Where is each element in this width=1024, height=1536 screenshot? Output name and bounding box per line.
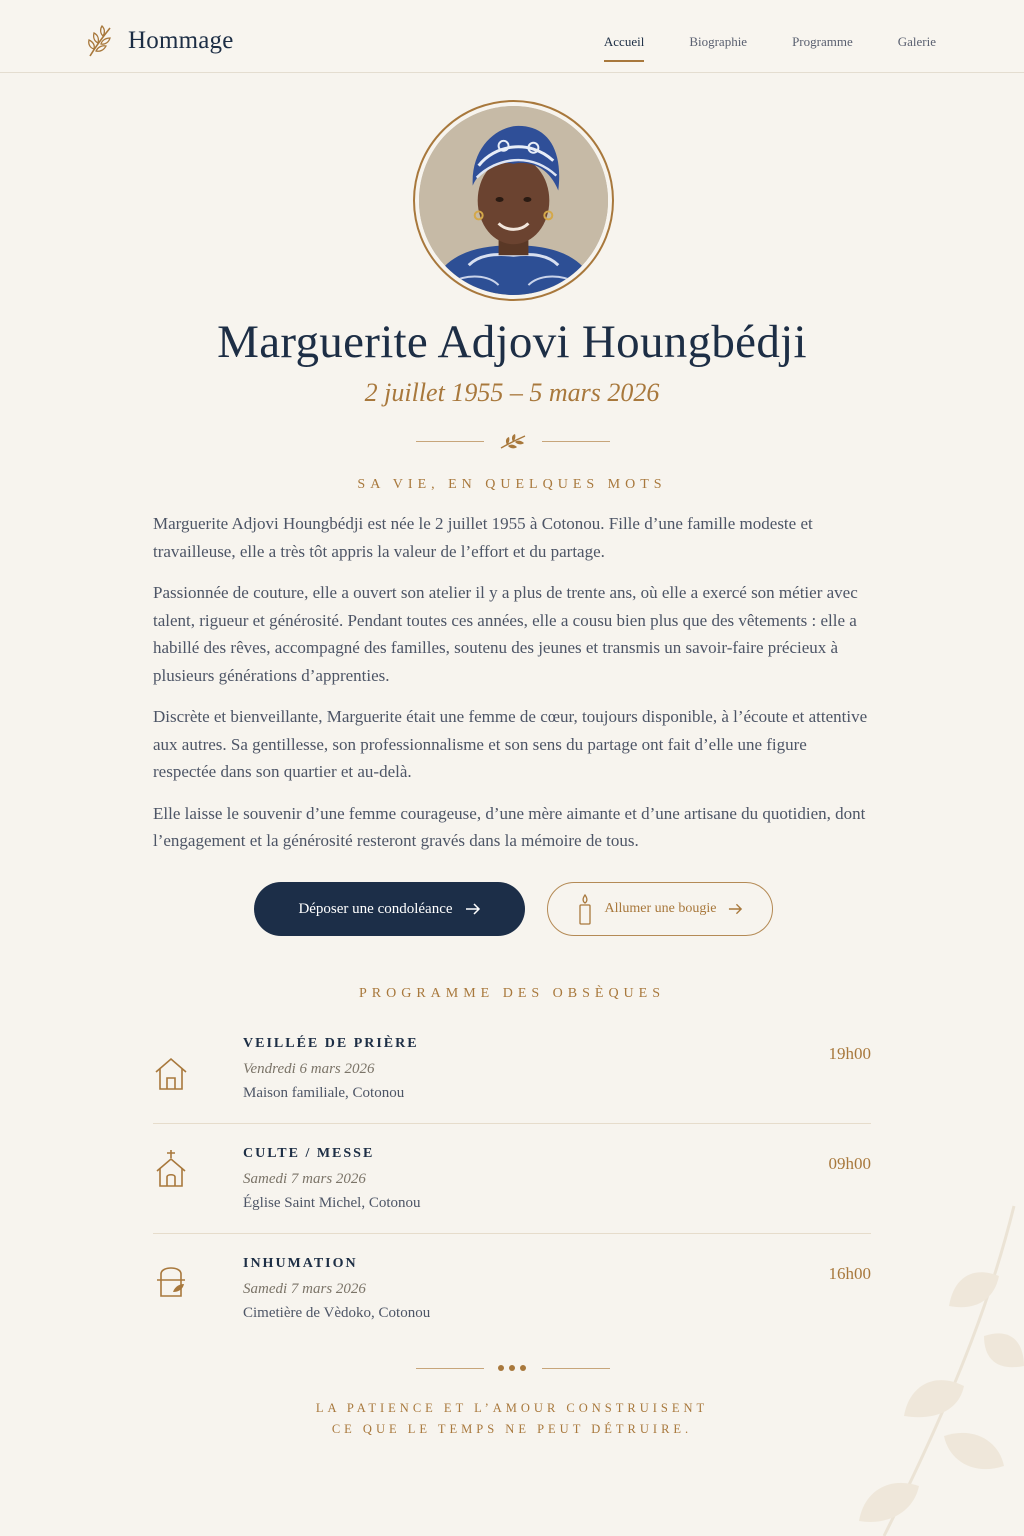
event-time: 09h00 [828,1154,871,1173]
memorial-icon [153,1260,189,1298]
top-nav [0,0,1024,73]
condolence-button-label: Déposer une condoléance [298,900,453,917]
closing-quote-line-1: LA PATIENCE ET L’AMOUR CONSTRUISENT [315,1401,709,1415]
nav-link-galerie[interactable]: Galerie [897,34,936,49]
event-place: Église Saint Michel, Cotonou [243,1195,421,1211]
life-dates: 2 juillet 1955 – 5 mars 2026 [364,378,660,407]
closing-quote-line-2: CE QUE LE TEMPS NE PEUT DÉTRUIRE. [331,1422,693,1436]
light-candle-button[interactable] [547,882,773,936]
arrow-right-icon [728,903,743,915]
event-title: VEILLÉE DE PRIÈRE [243,1036,419,1051]
bio-paragraph: Passionnée de couture, elle a ouvert son atelier il y a plus de trente ans, où elle a exercé son métier avec talent, rigueur et générosité. Pendant toutes ces années, elle a cousu bien plus que des vêtements : elle a habillé des rêves, accompagné des familles, soutenu des jeunes et transmis un savoir-faire précieux à plusieurs générations d’apprenties. [153,583,858,685]
event-date: Vendredi 6 mars 2026 [243,1061,375,1077]
light-candle-button-label: Allumer une bougie [604,901,717,916]
event-place: Maison familiale, Cotonou [243,1085,405,1101]
person-name: Marguerite Adjovi Houngbédji [217,316,807,368]
nav-links [559,0,936,73]
candle-icon [577,893,593,925]
brand[interactable] [86,24,234,58]
nav-link-programme[interactable]: Programme [792,34,853,49]
event-place: Cimetière de Vèdoko, Cotonou [243,1305,431,1321]
arrow-right-icon [465,903,481,915]
event-separator [153,1233,871,1234]
ornament-divider [416,432,610,452]
biography [153,510,873,869]
church-icon [153,1148,189,1188]
event-item [153,1036,871,1146]
nav-link-biographie[interactable]: Biographie [689,34,748,49]
laurel-leaf-icon [86,24,114,58]
nav-link-accueil[interactable]: Accueil [604,0,644,73]
bio-paragraph: Elle laisse le souvenir d’une femme courageuse, d’une mère aimante et d’une artisane du quotidien, dont l’engagement et la générosité resteront gravés dans la mémoire de tous. [153,803,866,850]
condolence-button[interactable] [254,882,525,936]
event-date: Samedi 7 mars 2026 [243,1171,366,1187]
event-time: 19h00 [828,1044,871,1063]
bio-paragraph: Discrète et bienveillante, Marguerite était une femme de cœur, toujours disponible, à l’écoute et attentive aux autres. Sa gentillesse, son professionnalisme et son sens du partage ont fait d’elle une figure respectée dans son quartier et au-delà. [153,707,868,781]
event-item [153,1256,871,1366]
bio-paragraph: Marguerite Adjovi Houngbédji est née le 2 juillet 1955 à Cotonou. Fille d’une famille modeste et travailleuse, elle a très tôt appris la valeur de l’effort et du partage. [153,514,813,561]
house-icon [153,1054,189,1092]
portrait-frame [413,100,614,301]
brand-name: Hommage [128,27,234,54]
event-date: Samedi 7 mars 2026 [243,1281,366,1297]
event-title: INHUMATION [243,1256,358,1271]
portrait-photo [419,106,608,295]
decorative-leaves [824,1196,1024,1536]
event-item [153,1146,871,1256]
laurel-branch-icon [498,432,528,452]
dots-divider [416,1360,610,1378]
bio-section-title: SA VIE, EN QUELQUES MOTS [357,477,667,492]
event-separator [153,1123,871,1124]
event-title: CULTE / MESSE [243,1146,375,1161]
programme-section-title: PROGRAMME DES OBSÈQUES [358,986,666,1001]
portrait-illustration [419,106,608,295]
event-time: 16h00 [828,1264,871,1283]
